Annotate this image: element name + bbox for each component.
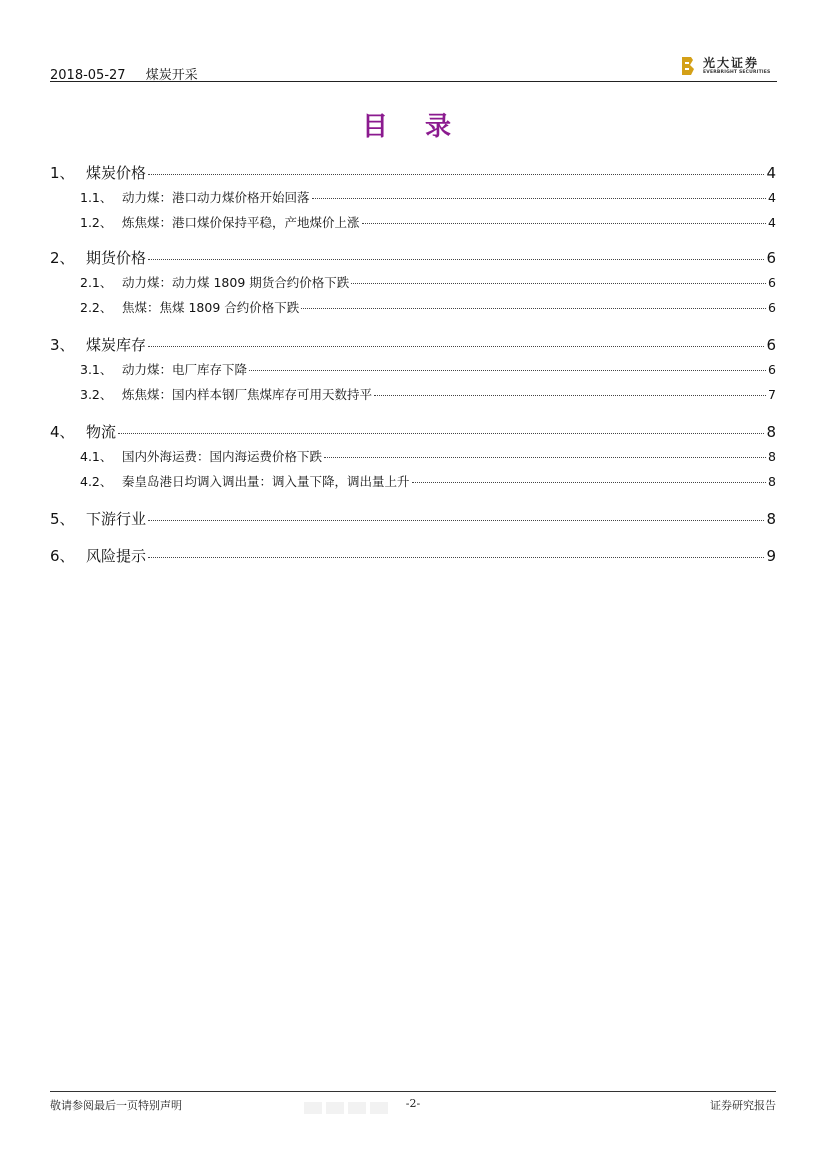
toc-entry-number: 3.1、 bbox=[80, 362, 113, 377]
toc-entry-page: 4 bbox=[768, 190, 776, 205]
toc-entry-label: 国内外海运费：国内海运费价格下跌 bbox=[122, 449, 323, 464]
toc-entry-label: 物流 bbox=[86, 423, 117, 441]
toc-title: 目 录 bbox=[361, 112, 466, 142]
toc-entry-label: 煤炭价格 bbox=[86, 164, 147, 182]
toc-entry-page: 6 bbox=[768, 300, 776, 315]
toc-entry[interactable] bbox=[50, 447, 776, 465]
toc-dot-leader bbox=[148, 345, 764, 347]
toc-entry-number: 1、 bbox=[50, 164, 75, 182]
toc-entry-label: 焦煤：焦煤 1809 合约价格下跌 bbox=[122, 300, 300, 315]
toc-entry-page: 8 bbox=[768, 449, 776, 464]
toc-entry-label: 秦皇岛港日均调入调出量：调入量下降，调出量上升 bbox=[122, 474, 410, 489]
watermark-icon bbox=[304, 1100, 392, 1116]
toc-entry-number: 1.1、 bbox=[80, 190, 113, 205]
toc-entry[interactable] bbox=[50, 385, 776, 403]
toc-entry-number: 2.2、 bbox=[80, 300, 113, 315]
toc-entry[interactable] bbox=[50, 508, 776, 529]
page-header bbox=[50, 54, 777, 82]
toc-entry[interactable] bbox=[50, 472, 776, 490]
toc-dot-leader bbox=[148, 173, 764, 175]
toc-entry[interactable] bbox=[50, 162, 776, 183]
toc-entry-page: 6 bbox=[768, 362, 776, 377]
toc-entry-number: 4.2、 bbox=[80, 474, 113, 489]
toc-entry-page: 6 bbox=[768, 275, 776, 290]
report-type: 证券研究报告 bbox=[710, 1099, 776, 1112]
toc-entry-number: 6、 bbox=[50, 547, 75, 565]
toc-entry-label: 风险提示 bbox=[86, 547, 147, 565]
toc-entry-page: 6 bbox=[766, 336, 776, 354]
footer-divider bbox=[50, 1091, 776, 1092]
toc-entry-page: 8 bbox=[766, 510, 776, 528]
toc-entry-page: 4 bbox=[768, 215, 776, 230]
toc-dot-leader bbox=[374, 394, 766, 396]
header-divider bbox=[50, 81, 777, 82]
toc-dot-leader bbox=[148, 258, 764, 260]
toc-dot-leader bbox=[249, 369, 766, 371]
toc-dot-leader bbox=[148, 556, 764, 558]
toc-entry[interactable] bbox=[50, 298, 776, 316]
toc-dot-leader bbox=[118, 432, 764, 434]
toc-entry-page: 9 bbox=[766, 547, 776, 565]
toc-dot-leader bbox=[312, 197, 767, 199]
toc-entry[interactable] bbox=[50, 545, 776, 566]
everbright-logo bbox=[681, 54, 777, 80]
toc-entry-number: 3.2、 bbox=[80, 387, 113, 402]
toc-entry-number: 2.1、 bbox=[80, 275, 113, 290]
toc-entry-number: 2、 bbox=[50, 249, 75, 267]
page-number: -2- bbox=[405, 1097, 421, 1110]
toc-entry-page: 4 bbox=[766, 164, 776, 182]
page-footer bbox=[50, 1091, 776, 1121]
toc-entry-label: 动力煤：动力煤 1809 期货合约价格下跌 bbox=[122, 275, 350, 290]
toc-entry-page: 8 bbox=[766, 423, 776, 441]
disclaimer-note: 敬请参阅最后一页特别声明 bbox=[50, 1099, 182, 1112]
toc-dot-leader bbox=[301, 307, 766, 309]
toc-dot-leader bbox=[324, 456, 766, 458]
toc-entry-label: 炼焦煤：港口煤价保持平稳，产地煤价上涨 bbox=[122, 215, 360, 230]
toc-entry-label: 动力煤：电厂库存下降 bbox=[122, 362, 248, 377]
toc-dot-leader bbox=[351, 282, 766, 284]
toc-entry-page: 8 bbox=[768, 474, 776, 489]
toc-entry[interactable] bbox=[50, 273, 776, 291]
toc-entry-number: 4.1、 bbox=[80, 449, 113, 464]
report-date: 2018-05-27 bbox=[50, 68, 126, 83]
logo-text-en: EVERBRIGHT SECURITIES bbox=[703, 70, 771, 75]
toc-entry[interactable] bbox=[50, 188, 776, 206]
toc-entry[interactable] bbox=[50, 360, 776, 378]
toc-dot-leader bbox=[412, 481, 767, 483]
everbright-logo-mark-icon bbox=[681, 56, 695, 76]
toc-dot-leader bbox=[148, 519, 764, 521]
toc-entry-number: 4、 bbox=[50, 423, 75, 441]
toc-entry-number: 5、 bbox=[50, 510, 75, 528]
toc-entry-page: 6 bbox=[766, 249, 776, 267]
toc-entry-label: 动力煤：港口动力煤价格开始回落 bbox=[122, 190, 310, 205]
toc-entry-label: 下游行业 bbox=[86, 510, 147, 528]
toc-entry-label: 期货价格 bbox=[86, 249, 147, 267]
toc-entry[interactable] bbox=[50, 334, 776, 355]
toc-entry-label: 煤炭库存 bbox=[86, 336, 147, 354]
toc-entry[interactable] bbox=[50, 247, 776, 268]
toc-entry[interactable] bbox=[50, 421, 776, 442]
toc-entry-label: 炼焦煤：国内样本钢厂焦煤库存可用天数持平 bbox=[122, 387, 373, 402]
toc-dot-leader bbox=[362, 222, 767, 224]
toc-entry[interactable] bbox=[50, 213, 776, 231]
toc-entry-page: 7 bbox=[768, 387, 776, 402]
toc-entry-number: 1.2、 bbox=[80, 215, 113, 230]
toc-entry-number: 3、 bbox=[50, 336, 75, 354]
logo-text-cn: 光大证券 bbox=[703, 56, 760, 70]
report-sector: 煤炭开采 bbox=[145, 68, 198, 83]
